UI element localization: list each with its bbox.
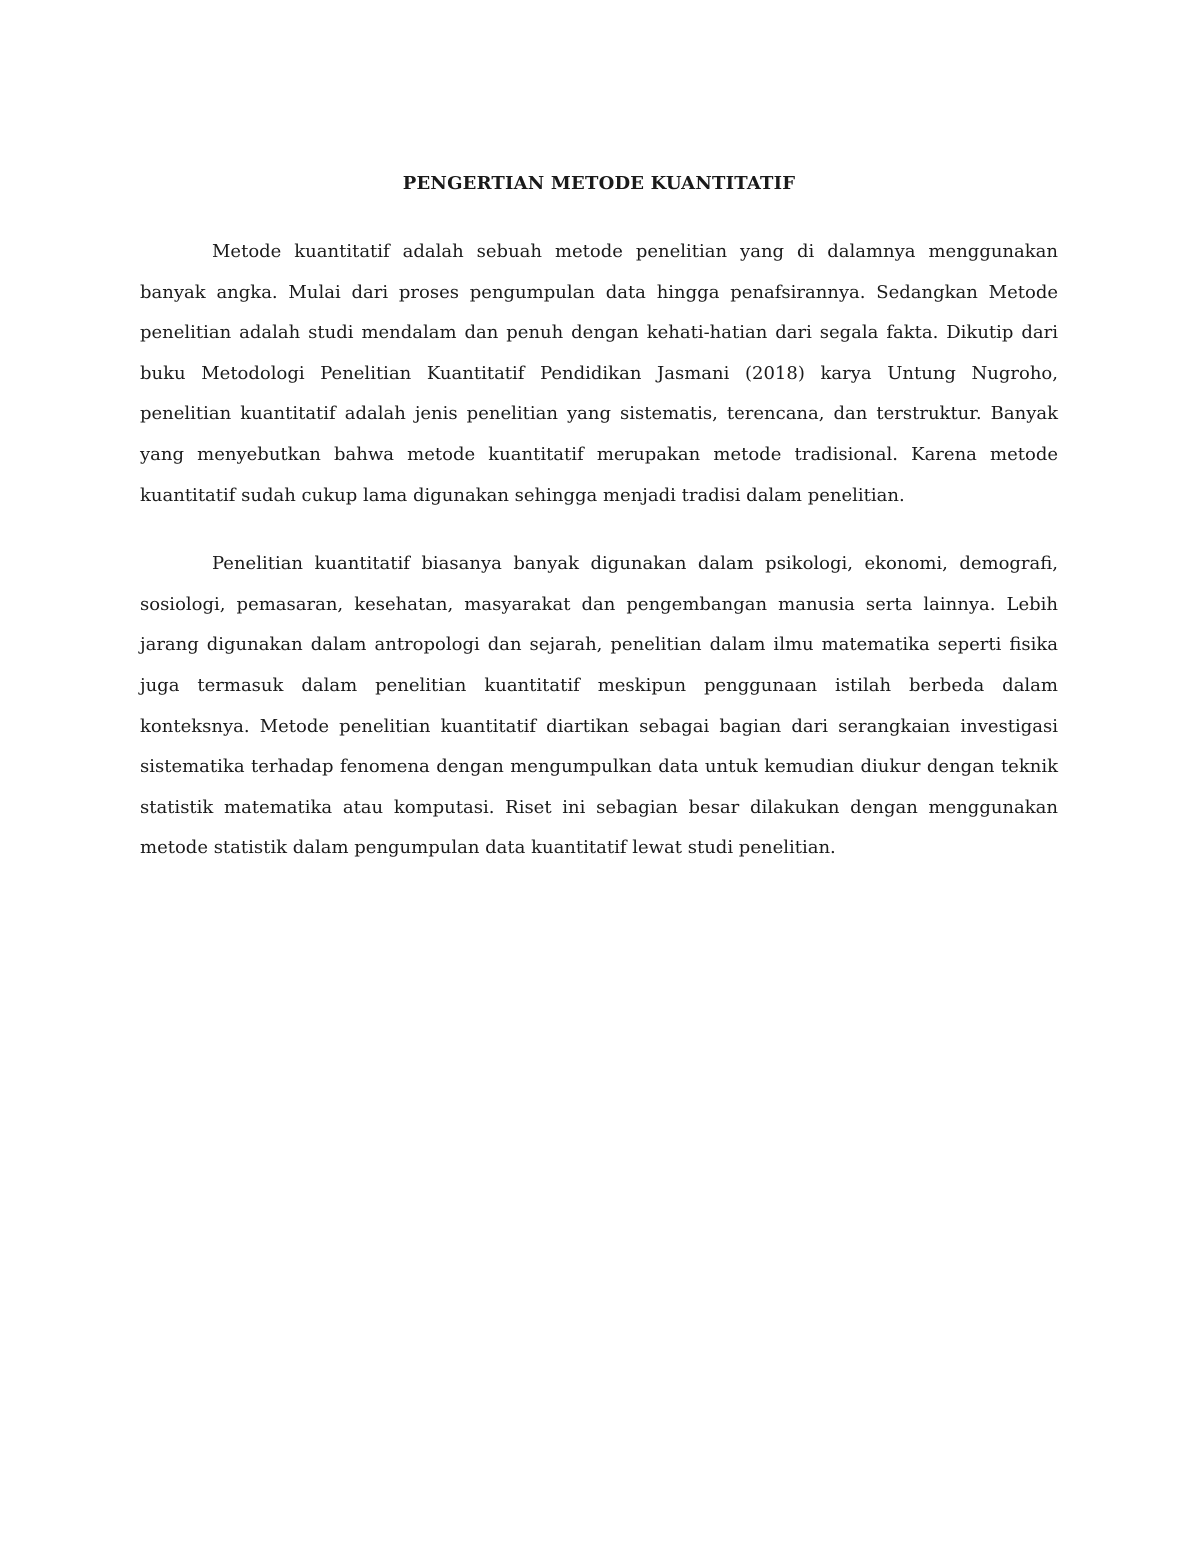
paragraph: Metode kuantitatif adalah sebuah metode penelitian yang di dalamnya menggunakan banyak angka. Mulai dari proses pengumpulan data hingga penafsirannya. Sedangkan Metode penelitian adalah studi mendalam dan penuh dengan kehati-hatian dari segala fakta. Dikutip dari buku Metodologi Penelitian Kuantitatif Pendidikan Jasmani (2018) karya Untung Nugroho, penelitian kuantitatif adalah jenis penelitian yang sistematis, terencana, dan terstruktur. Banyak yang menyebutkan bahwa metode kuantitatif merupakan metode tradisional. Karena metode kuantitatif sudah cukup lama digunakan sehingga menjadi tradisi dalam penelitian. [140, 241, 1058, 506]
paragraph: Penelitian kuantitatif biasanya banyak digunakan dalam psikologi, ekonomi, demografi, sosiologi, pemasaran, kesehatan, masyarakat dan pengembangan manusia serta lainnya. Lebih jarang digunakan dalam antropologi dan sejarah, penelitian dalam ilmu matematika seperti fisika juga termasuk dalam penelitian kuantitatif meskipun penggunaan istilah berbeda dalam konteksnya. Metode penelitian kuantitatif diartikan sebagai bagian dari serangkaian investigasi sistematika terhadap fenomena dengan mengumpulkan data untuk kemudian diukur dengan teknik statistik matematika atau komputasi. Riset ini sebagian besar dilakukan dengan menggunakan metode statistik dalam pengumpulan data kuantitatif lewat studi penelitian. [140, 553, 1058, 859]
document-body [140, 166, 1058, 897]
page-title: PENGERTIAN METODE KUANTITATIF [402, 173, 796, 194]
